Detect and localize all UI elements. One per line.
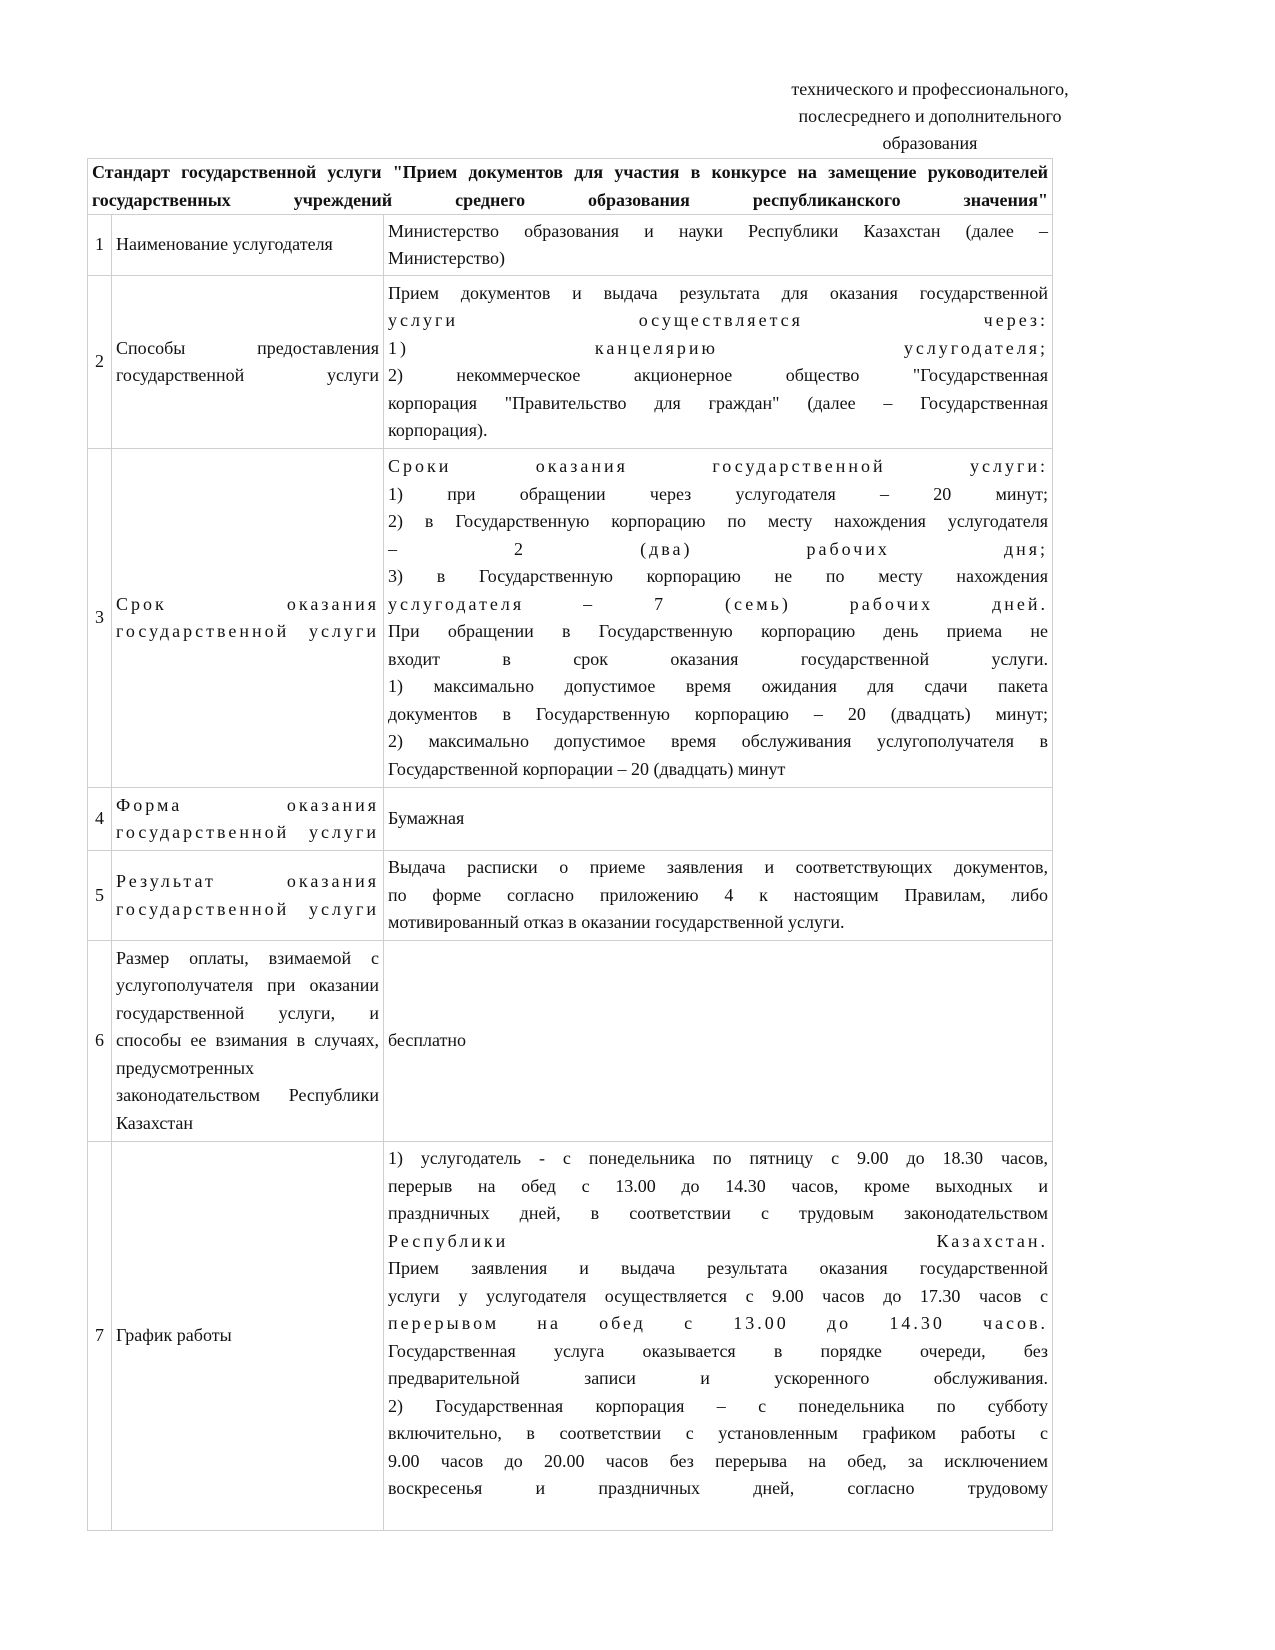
value-line: 2) некоммерческое акционерное общество "Государственная bbox=[388, 365, 1049, 385]
header-note-line: послесреднего и дополнительного bbox=[798, 106, 1062, 126]
row-value bbox=[384, 1142, 1053, 1531]
header-note-line: образования bbox=[882, 133, 978, 153]
row-number: 4 bbox=[88, 788, 112, 851]
value-line: Государственной корпорации – 20 (двадцать) минут bbox=[388, 758, 786, 779]
table-row bbox=[88, 1142, 1053, 1531]
row-name-text: Форма оказания государственной услуги bbox=[116, 794, 379, 842]
value-line: 2) Государственная корпорация – с понедельника по субботу bbox=[388, 1395, 1049, 1416]
service-standard-table bbox=[87, 158, 1053, 1531]
row-number: 7 bbox=[88, 1142, 112, 1531]
value-line: Республики Казахстан. bbox=[388, 1230, 1049, 1251]
value-line: по форме согласно приложению 4 к настоящим Правилам, либо bbox=[388, 884, 1049, 905]
value-line: Выдача расписки о приеме заявления и соответствующих документов, bbox=[388, 857, 1049, 878]
value-line: Министерство образования и науки Республики Казахстан (далее – bbox=[388, 220, 1049, 241]
value-line: 1) при обращении через услугодателя – 20 минут; bbox=[388, 483, 1049, 504]
value-line: воскресенья и праздничных дней, согласно трудовому bbox=[388, 1478, 1049, 1498]
row-value bbox=[384, 941, 1053, 1142]
value-line: – 2 (два) рабочих дня; bbox=[388, 538, 1049, 559]
table-row bbox=[88, 449, 1053, 788]
table-row bbox=[88, 941, 1053, 1142]
value-line: корпорация). bbox=[388, 420, 488, 440]
row-name bbox=[112, 276, 384, 449]
value-line: 1) услугодатель - с понедельника по пятницу с 9.00 до 18.30 часов, bbox=[388, 1148, 1049, 1168]
value-line: Прием заявления и выдача результата оказания государственной bbox=[388, 1258, 1049, 1278]
table-row bbox=[88, 276, 1053, 449]
value-line: 1) канцелярию услугодателя; bbox=[388, 337, 1049, 358]
row-name bbox=[112, 788, 384, 851]
row-value bbox=[384, 215, 1053, 276]
table-row bbox=[88, 851, 1053, 941]
value-line: услуги осуществляется через: bbox=[388, 310, 1049, 330]
table-title: Стандарт государственной услуги "Прием документов для участия в конкурсе на замещение руководителей государственных учреждений среднего образования республиканского значения" bbox=[88, 159, 1053, 215]
value-line: корпорация "Правительство для граждан" (далее – Государственная bbox=[388, 392, 1049, 413]
value-line: Сроки оказания государственной услуги: bbox=[388, 456, 1049, 476]
value-line: входит в срок оказания государственной услуги. bbox=[388, 648, 1049, 669]
row-value bbox=[384, 788, 1053, 851]
row-number: 2 bbox=[88, 276, 112, 449]
row-name-text: Способы предоставления государственной услуги bbox=[116, 337, 379, 385]
header-note bbox=[740, 76, 1120, 157]
value-line: 2) в Государственную корпорацию по месту нахождения услугодателя bbox=[388, 511, 1049, 531]
value-line: перерывом на обед с 13.00 до 14.30 часов. bbox=[388, 1313, 1049, 1333]
value-line: 3) в Государственную корпорацию не по месту нахождения bbox=[388, 566, 1049, 586]
value-line: услугодателя – 7 (семь) рабочих дней. bbox=[388, 593, 1049, 614]
row-name: Размер оплаты, взимаемой с услугополучателя при оказании государственной услуги, и способы ее взимания в случаях, предусмотренных законодательством Республики Казахстан bbox=[112, 941, 384, 1142]
row-value bbox=[384, 276, 1053, 449]
value-line: Государственная услуга оказывается в порядке очереди, без bbox=[388, 1340, 1049, 1361]
row-value bbox=[384, 851, 1053, 941]
value-line: 9.00 часов до 20.00 часов без перерыва на обед, за исключением bbox=[388, 1450, 1049, 1471]
row-name-text: Результат оказания государственной услуги bbox=[116, 871, 379, 919]
row-name: Наименование услугодателя bbox=[112, 215, 384, 276]
row-number: 1 bbox=[88, 215, 112, 276]
value-line: предварительной записи и ускоренного обслуживания. bbox=[388, 1368, 1049, 1388]
value-line: праздничных дней, в соответствии с трудовым законодательством bbox=[388, 1203, 1049, 1223]
row-name: График работы bbox=[112, 1142, 384, 1531]
row-number: 6 bbox=[88, 941, 112, 1142]
row-number: 3 bbox=[88, 449, 112, 788]
value-line: документов в Государственную корпорацию – 20 (двадцать) минут; bbox=[388, 703, 1049, 724]
value-line: 1) максимально допустимое время ожидания для сдачи пакета bbox=[388, 676, 1049, 696]
value-line: бесплатно bbox=[388, 1030, 466, 1051]
row-name-text: Срок оказания государственной услуги bbox=[116, 593, 379, 641]
value-line: Министерство) bbox=[388, 248, 505, 268]
value-line: мотивированный отказ в оказании государственной услуги. bbox=[388, 912, 845, 933]
row-name bbox=[112, 449, 384, 788]
row-number: 5 bbox=[88, 851, 112, 941]
value-line: 2) максимально допустимое время обслуживания услугополучателя в bbox=[388, 731, 1049, 751]
title-row bbox=[88, 159, 1053, 215]
table-row bbox=[88, 788, 1053, 851]
value-line: услуги у услугодателя осуществляется с 9.00 часов до 17.30 часов с bbox=[388, 1285, 1049, 1306]
row-name bbox=[112, 851, 384, 941]
value-line: При обращении в Государственную корпорацию день приема не bbox=[388, 621, 1049, 641]
value-line: Прием документов и выдача результата для оказания государственной bbox=[388, 282, 1049, 303]
value-line: перерыв на обед с 13.00 до 14.30 часов, кроме выходных и bbox=[388, 1175, 1049, 1196]
header-note-line: технического и профессионального, bbox=[791, 79, 1069, 99]
table-row bbox=[88, 215, 1053, 276]
value-line: включительно, в соответствии с установленным графиком работы с bbox=[388, 1423, 1049, 1443]
value-line: Бумажная bbox=[388, 808, 465, 829]
row-value bbox=[384, 449, 1053, 788]
